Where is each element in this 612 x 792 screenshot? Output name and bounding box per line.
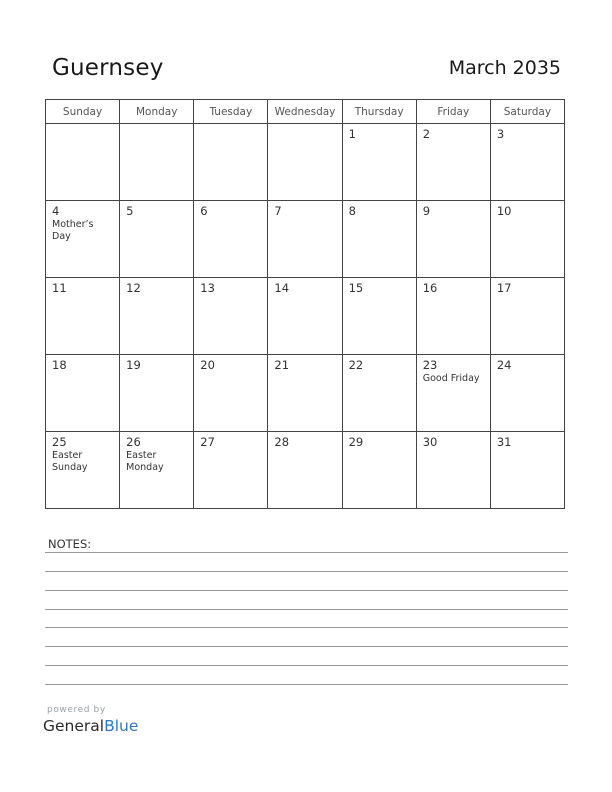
weekday-saturday: Saturday <box>490 100 564 124</box>
day-number: 20 <box>200 358 215 372</box>
week-row <box>46 278 565 355</box>
note-line <box>45 590 568 591</box>
day-number: 19 <box>126 358 141 372</box>
note-line <box>45 627 568 628</box>
day-cell <box>268 355 342 432</box>
day-number: 9 <box>422 204 431 218</box>
weekday-tuesday: Tuesday <box>194 100 268 124</box>
day-cell <box>268 124 342 201</box>
note-line <box>45 609 568 610</box>
day-cell <box>194 278 268 355</box>
weekday-header-row <box>46 100 565 124</box>
day-cell <box>342 201 416 278</box>
notes-label: NOTES: <box>48 537 92 551</box>
day-number: 27 <box>200 435 215 449</box>
day-cell <box>120 278 194 355</box>
day-cell <box>268 432 342 509</box>
note-line <box>45 571 568 572</box>
day-number: 23 <box>422 358 438 372</box>
day-number: 17 <box>496 281 512 295</box>
day-cell <box>490 355 564 432</box>
weekday-sunday: Sunday <box>46 100 120 124</box>
week-row <box>46 201 565 278</box>
day-cell <box>268 278 342 355</box>
week-row <box>46 355 565 432</box>
day-cell <box>490 124 564 201</box>
day-number: 28 <box>274 435 290 449</box>
day-number: 15 <box>348 281 364 295</box>
day-cell <box>268 201 342 278</box>
day-cell <box>342 278 416 355</box>
weekday-monday: Monday <box>120 100 194 124</box>
day-number: 12 <box>126 281 141 295</box>
day-cell <box>342 432 416 509</box>
day-number: 13 <box>200 281 215 295</box>
day-number: 30 <box>422 435 438 449</box>
day-cell <box>120 432 194 509</box>
day-cell <box>194 124 268 201</box>
day-cell <box>120 355 194 432</box>
day-cell <box>416 355 490 432</box>
calendar-grid <box>45 99 565 509</box>
day-cell <box>120 201 194 278</box>
day-number: 29 <box>348 435 364 449</box>
day-number: 6 <box>200 204 208 218</box>
day-number: 14 <box>274 281 290 295</box>
day-cell <box>342 355 416 432</box>
day-number: 18 <box>52 358 67 372</box>
day-number: 10 <box>496 204 512 218</box>
holiday-label: Good Friday <box>422 373 480 384</box>
day-number: 11 <box>52 281 67 295</box>
day-number: 26 <box>126 435 141 449</box>
note-line <box>45 646 568 647</box>
day-number: 3 <box>496 127 505 141</box>
note-line <box>45 665 568 666</box>
day-number: 31 <box>496 435 512 449</box>
holiday-label: Easter Sunday <box>52 450 88 473</box>
day-cell <box>46 278 120 355</box>
day-number: 21 <box>274 358 290 372</box>
generalblue-logo <box>43 717 138 735</box>
day-cell <box>120 124 194 201</box>
holiday-label: Mother’s Day <box>52 219 94 242</box>
day-number: 4 <box>52 204 60 218</box>
day-cell <box>194 201 268 278</box>
day-number: 7 <box>274 204 282 218</box>
day-number: 16 <box>422 281 438 295</box>
day-cell <box>194 432 268 509</box>
powered-by-text: powered by <box>47 705 106 715</box>
day-number: 22 <box>348 358 364 372</box>
note-line <box>45 684 568 685</box>
day-cell <box>46 201 120 278</box>
day-cell <box>46 432 120 509</box>
day-cell <box>490 201 564 278</box>
day-cell <box>416 124 490 201</box>
weekday-friday: Friday <box>416 100 490 124</box>
day-cell <box>46 124 120 201</box>
day-cell <box>490 432 564 509</box>
day-cell <box>342 124 416 201</box>
week-row <box>46 432 565 509</box>
day-number: 5 <box>126 204 134 218</box>
day-cell <box>194 355 268 432</box>
day-cell <box>416 432 490 509</box>
day-number: 25 <box>52 435 67 449</box>
month-year-title: March 2035 <box>448 57 561 79</box>
day-cell <box>416 201 490 278</box>
day-number: 2 <box>422 127 431 141</box>
day-cell <box>490 278 564 355</box>
note-line <box>45 552 568 553</box>
logo-general-text: General <box>43 717 105 735</box>
day-number: 8 <box>348 204 356 218</box>
logo-blue-text: Blue <box>104 717 139 735</box>
weekday-wednesday: Wednesday <box>268 100 342 124</box>
day-cell <box>46 355 120 432</box>
holiday-label: Easter Monday <box>126 450 164 473</box>
country-title: Guernsey <box>52 55 164 81</box>
day-number: 24 <box>496 358 512 372</box>
week-row <box>46 124 565 201</box>
weekday-thursday: Thursday <box>342 100 416 124</box>
day-cell <box>416 278 490 355</box>
day-number: 1 <box>348 127 356 141</box>
